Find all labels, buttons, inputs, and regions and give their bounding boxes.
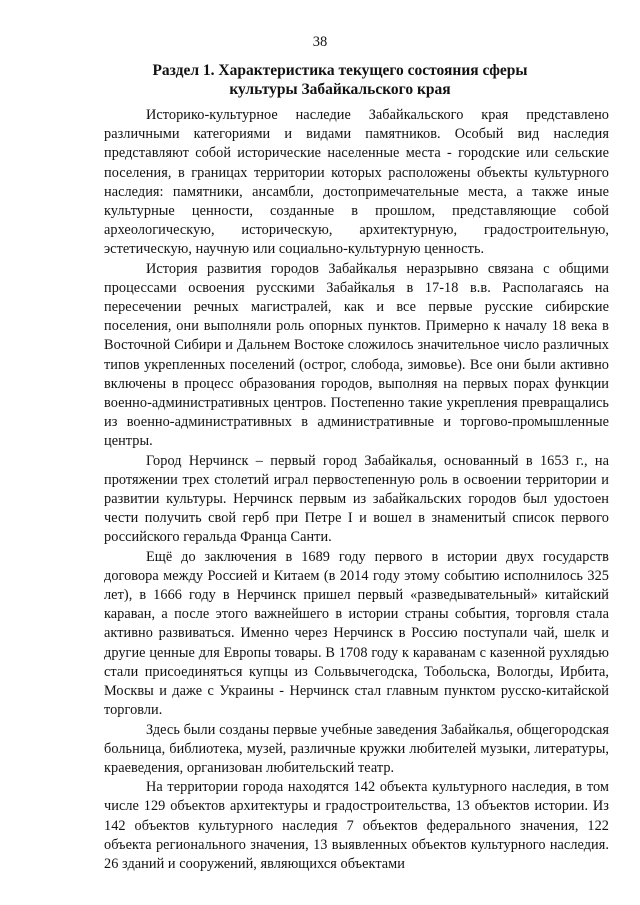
paragraph-nerchinsk: Город Нерчинск – первый город Забайкалья, основанный в 1653 г., на протяжении трех столетий играл первостепенную роль в освоении территории и развитии культуры. Нерчинск первым из забайкальских городов был удостоен чести получить свой герб при Петре I и вошел в знаменитый список первого российского геральда Франца Санти. bbox=[104, 452, 609, 546]
paragraph-institutions: Здесь были созданы первые учебные заведения Забайкалья, общегородская больница, библиотека, музей, различные кружки любителей музыки, литературы, краеведения, организован любительский театр. bbox=[104, 721, 609, 776]
paragraph-trade: Ещё до заключения в 1689 году первого в истории двух государств договора между Россией и Китаем (в 2014 году этому событию исполнилось 325 лет), в 1666 году в Нерчинск пришел первый «разведывательный» китайский караван, а после этого важнейшего в истории страны события, торговля стала активно развиваться. Именно через Нерчинск в Россию поступали чай, шелк и другие ценные для Европы товары. В 1708 году к караванам с казенной рухлядью стали присоединяться купцы из Сольвычегодска, Тобольска, Вологды, Ирбита, Москвы и даже с Украины - Нерчинск стал главным пунктом русско-китайской торговли. bbox=[104, 548, 609, 719]
page-number: 38 bbox=[312, 34, 328, 50]
paragraph-city-history: История развития городов Забайкалья неразрывно связана с общими процессами освоения русскими Забайкалья в 17-18 в.в. Располагаясь на пересечении речных магистралей, как и все первые русские сибирские поселения, они выполняли роль опорных пунктов. Примерно к началу 18 века в Восточной Сибири и Дальнем Востоке сложилось значительное число различных типов укрепленных поселений (острог, слобода, зимовье). Все они были активно включены в процесс образования городов, выполняя на первых порах функции военно-административных центров. Постепенно такие укрепления превращались из военно-административных в административные и торгово-промышленные центры. bbox=[104, 260, 609, 450]
paragraph-heritage: Историко-культурное наследие Забайкальского края представлено различными категориями и видами памятников. Особый вид наследия представляют собой исторические населенные места - городские или сельские поселения, в границах территории которых расположены объекты культурного наследия: памятники, ансамбли, достопримечательные места, а также иные культурные ценности, созданные в прошлом, представляющие собой археологическую, историческую, архитектурную, градостроительную, эстетическую, научную или социально-культурную ценность. bbox=[104, 107, 609, 258]
section-title: Раздел 1. Характеристика текущего состояния сферы культуры Забайкальского края bbox=[152, 62, 528, 98]
paragraph-heritage-objects: На территории города находятся 142 объекта культурного наследия, в том числе 129 объектов архитектуры и градостроительства, 13 объектов истории. Из 142 объектов культурного наследия 7 объектов федерального значения, 122 объекта регионального значения, 13 выявленных объектов культурного наследия. 26 зданий и сооружений, являющихся объектами bbox=[104, 779, 609, 872]
document-body bbox=[104, 106, 609, 874]
